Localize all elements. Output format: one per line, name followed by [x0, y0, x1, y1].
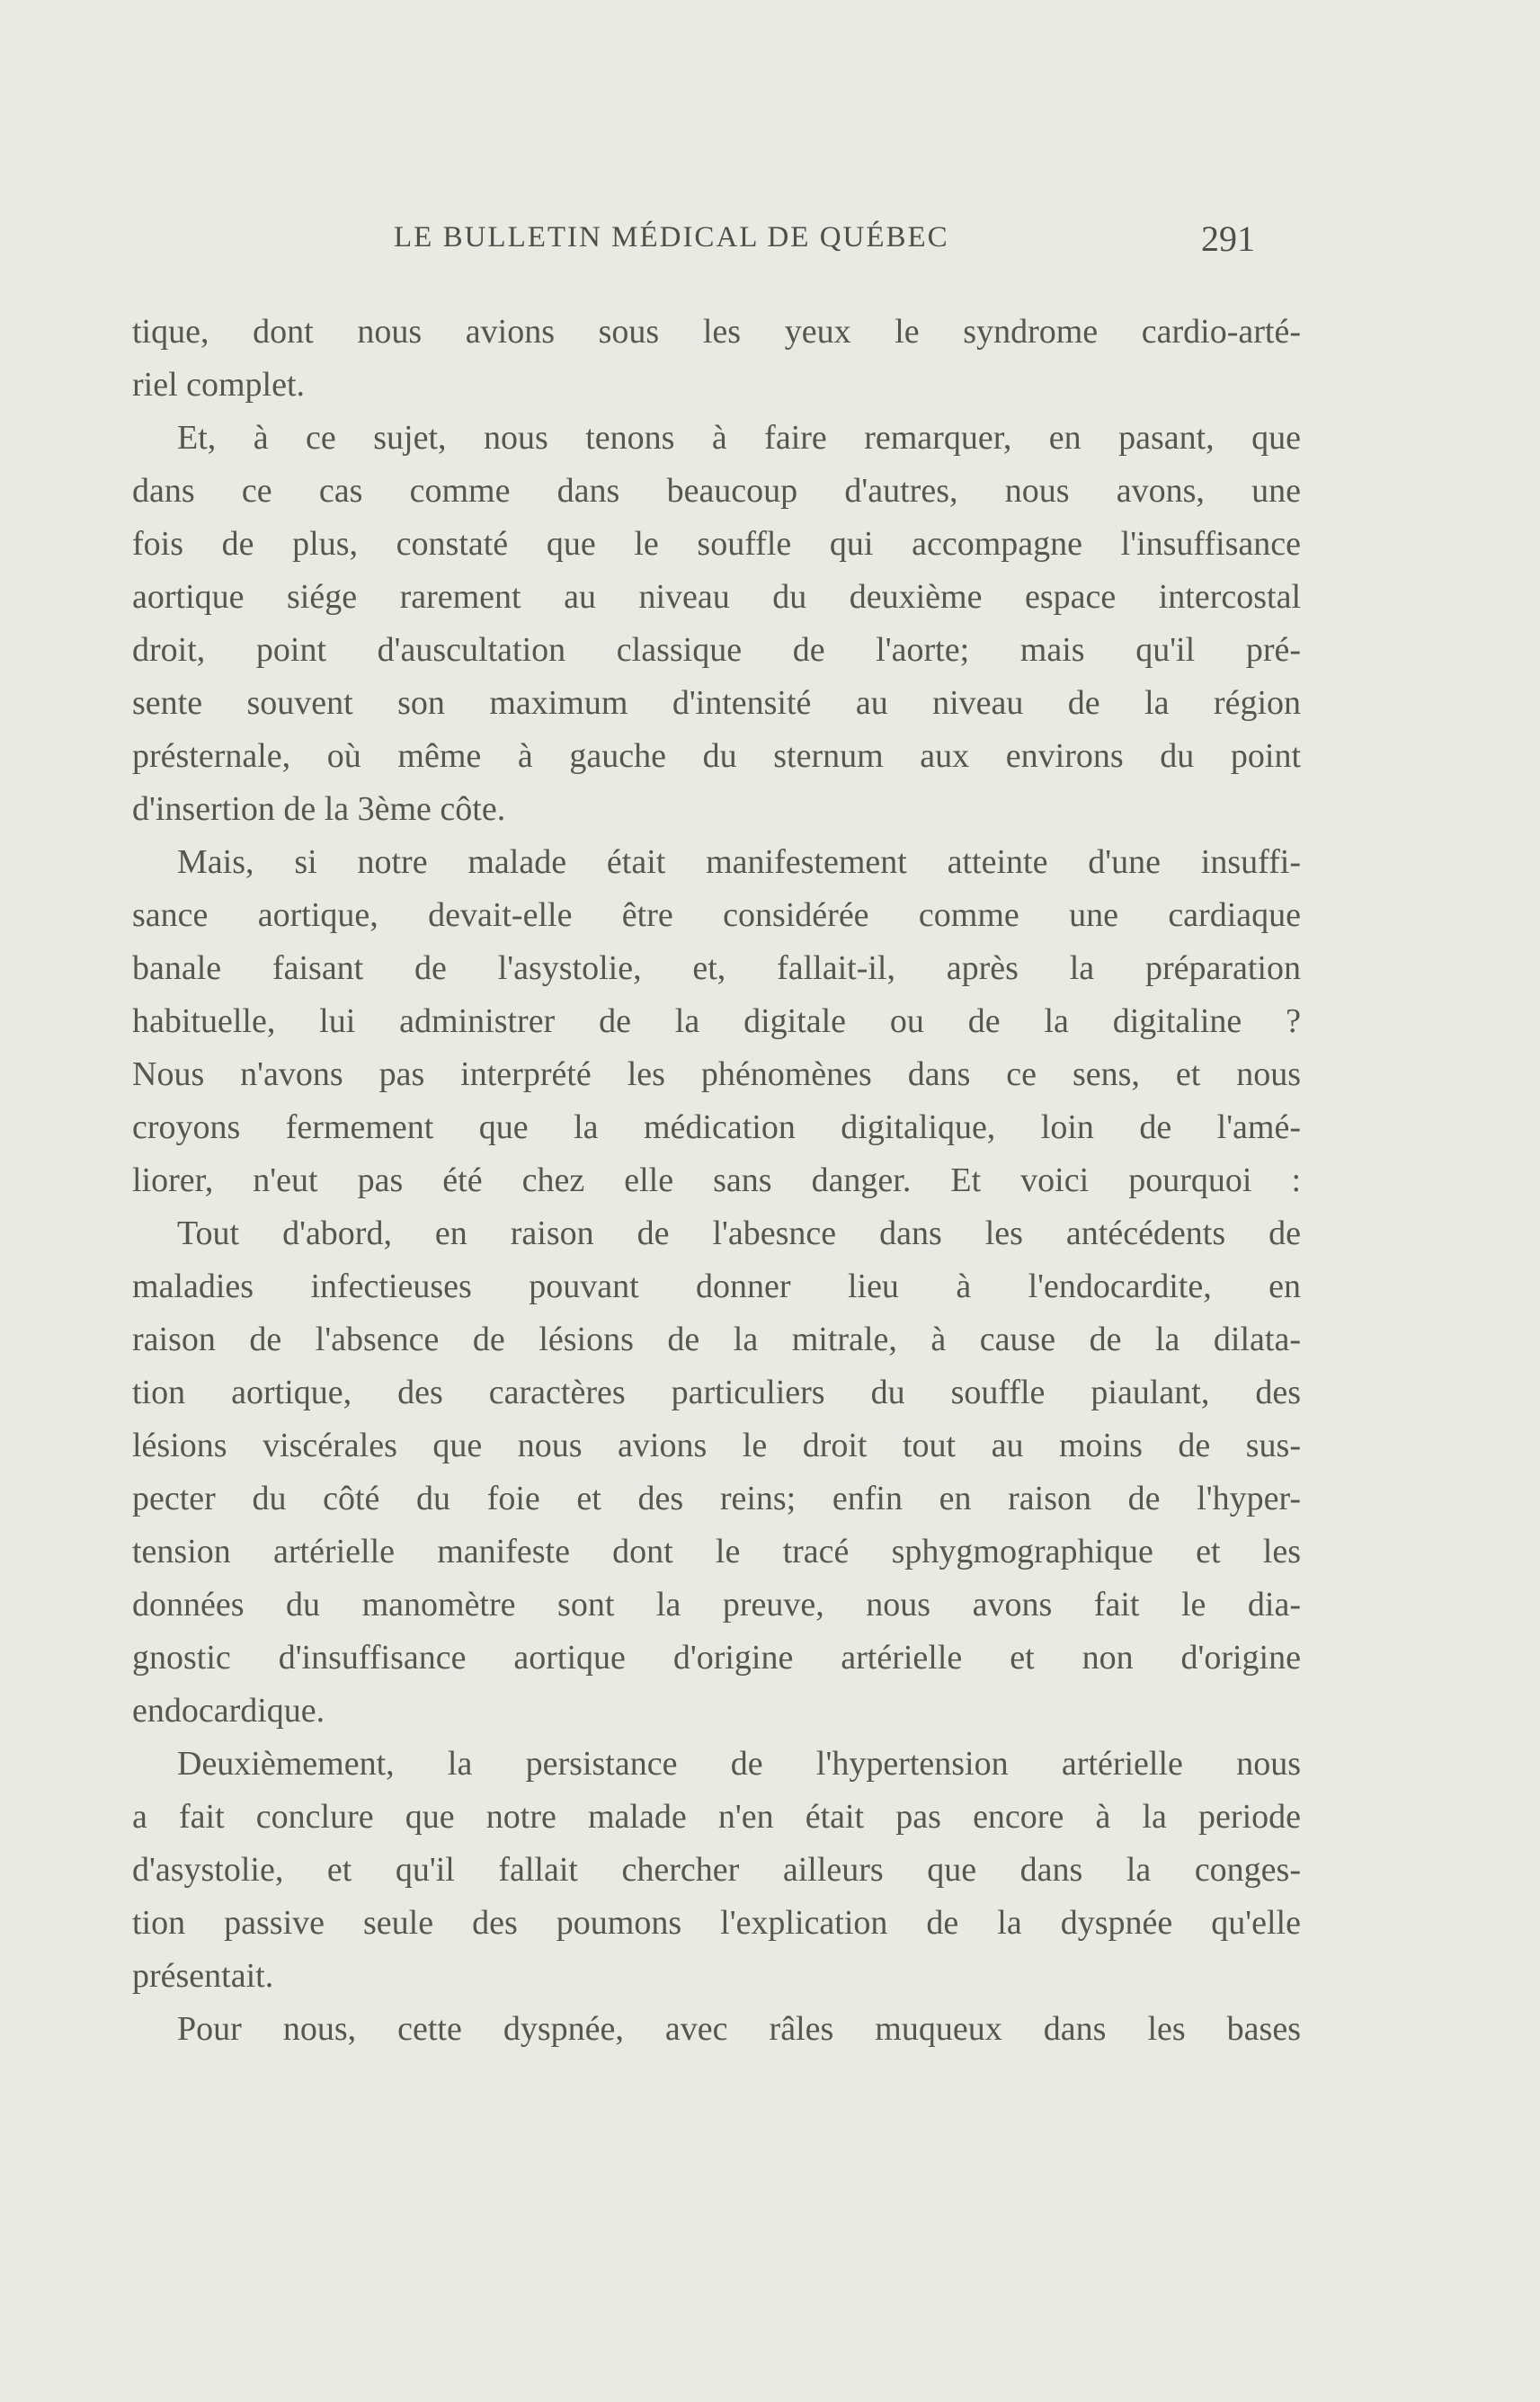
text-line: tension artérielle manifeste dont le tracé sphygmographique et les	[132, 1533, 1301, 1570]
text-line: droit, point d'auscultation classique de l'aorte; mais qu'il pré-	[132, 631, 1301, 669]
text-line: Nous n'avons pas interprété les phénomènes dans ce sens, et nous	[132, 1055, 1301, 1093]
text-line: gnostic d'insuffisance aortique d'origine artérielle et non d'origine	[132, 1639, 1301, 1677]
text-line: données du manomètre sont la preuve, nous avons fait le dia-	[132, 1586, 1301, 1624]
journal-title: LE BULLETIN MÉDICAL DE QUÉBEC	[394, 221, 949, 254]
text-line: fois de plus, constaté que le souffle qui accompagne l'insuffisance	[132, 525, 1301, 563]
text-line: a fait conclure que notre malade n'en était pas encore à la periode	[132, 1798, 1301, 1836]
text-line: tion passive seule des poumons l'explication de la dyspnée qu'elle	[132, 1904, 1301, 1942]
text-line: d'asystolie, et qu'il fallait chercher ailleurs que dans la conges-	[132, 1851, 1301, 1889]
text-line: présternale, où même à gauche du sternum aux environs du point	[132, 737, 1301, 775]
text-line: croyons fermement que la médication digitalique, loin de l'amé-	[132, 1108, 1301, 1146]
text-line: endocardique.	[132, 1692, 325, 1730]
text-line: Pour nous, cette dyspnée, avec râles muqueux dans les bases	[177, 2010, 1301, 2048]
page-number: 291	[1201, 218, 1255, 259]
text-line: Et, à ce sujet, nous tenons à faire remarquer, en pasant, que	[177, 419, 1301, 457]
text-line: sance aortique, devait-elle être considérée comme une cardiaque	[132, 896, 1301, 934]
running-head	[0, 216, 1540, 261]
text-line: Deuxièmement, la persistance de l'hypertension artérielle nous	[177, 1745, 1301, 1783]
text-line: raison de l'absence de lésions de la mitrale, à cause de la dilata-	[132, 1321, 1301, 1358]
text-line: pecter du côté du foie et des reins; enfin en raison de l'hyper-	[132, 1480, 1301, 1517]
text-line: banale faisant de l'asystolie, et, fallait-il, après la préparation	[132, 949, 1301, 987]
text-line: d'insertion de la 3ème côte.	[132, 790, 506, 828]
text-line: aortique siége rarement au niveau du deuxième espace intercostal	[132, 578, 1301, 616]
text-line: liorer, n'eut pas été chez elle sans danger. Et voici pourquoi :	[132, 1161, 1301, 1199]
text-line: Mais, si notre malade était manifestement atteinte d'une insuffi-	[177, 843, 1301, 881]
text-line: habituelle, lui administrer de la digitale ou de la digitaline ?	[132, 1002, 1301, 1040]
text-line: lésions viscérales que nous avions le droit tout au moins de sus-	[132, 1427, 1301, 1464]
text-line: sente souvent son maximum d'intensité au niveau de la région	[132, 684, 1301, 722]
text-line: riel complet.	[132, 366, 306, 404]
text-line: tique, dont nous avions sous les yeux le syndrome cardio-arté-	[132, 313, 1301, 351]
text-line: dans ce cas comme dans beaucoup d'autres, nous avons, une	[132, 472, 1301, 510]
text-line: maladies infectieuses pouvant donner lieu à l'endocardite, en	[132, 1268, 1301, 1305]
body-text	[132, 306, 1301, 2056]
text-line: tion aortique, des caractères particuliers du souffle piaulant, des	[132, 1374, 1301, 1411]
text-line: Tout d'abord, en raison de l'abesnce dans les antécédents de	[177, 1214, 1301, 1252]
text-line: présentait.	[132, 1957, 274, 1995]
